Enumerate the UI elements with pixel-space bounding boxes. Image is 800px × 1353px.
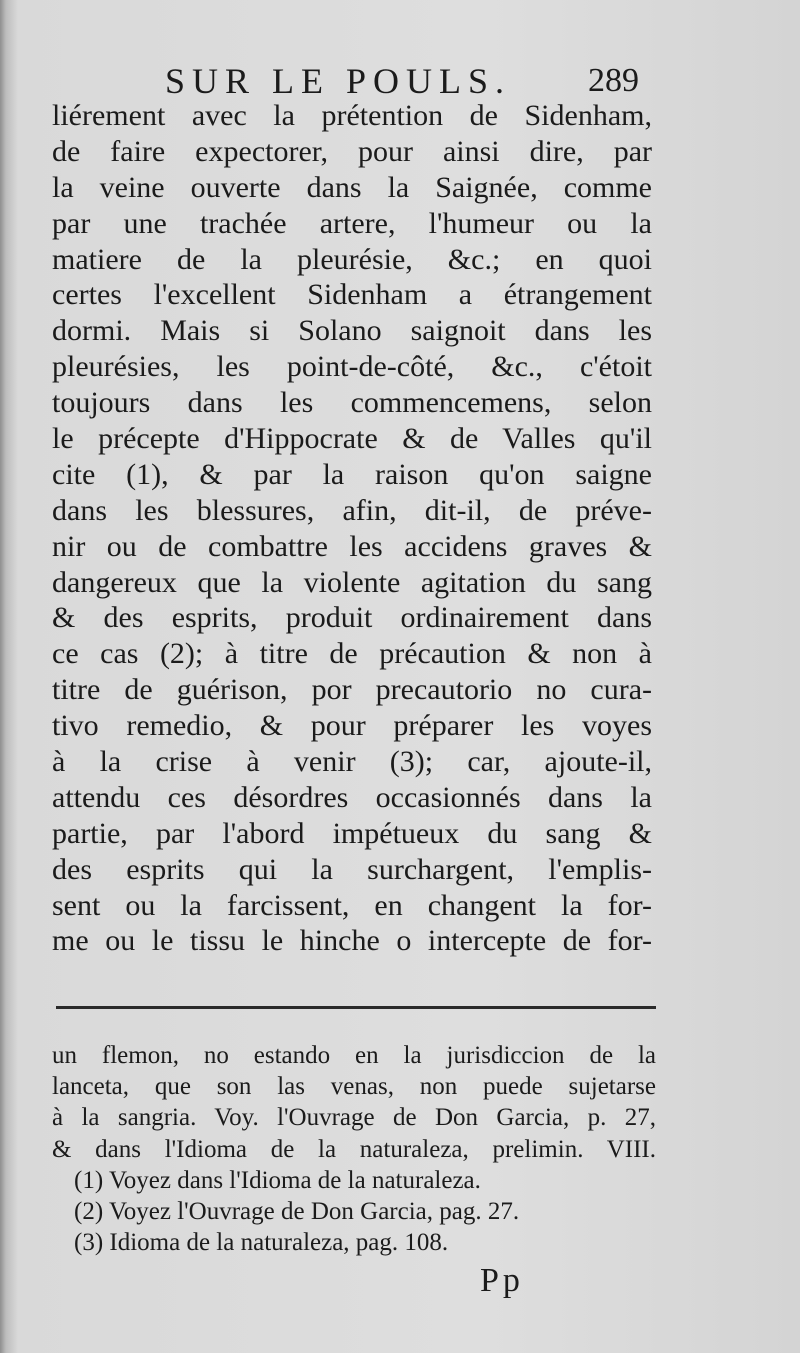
text-line: cite (1), & par la raison qu'on saigne — [52, 457, 652, 491]
text-line: dans les blessures, afin, dit-il, de préve- — [52, 493, 652, 527]
footnote-1: (1) Voyez dans l'Idioma de la naturaleza. — [74, 1166, 481, 1194]
text-line: & des esprits, produit ordinairement dans — [52, 601, 652, 635]
text-line: ce cas (2); à titre de précaution & non à — [52, 637, 652, 671]
text-line: des esprits qui la surchargent, l'emplis- — [52, 852, 652, 886]
footnote-line: à la sangria. Voy. l'Ouvrage de Don Garcia, p. 27, — [52, 1104, 656, 1132]
text-line: sent ou la farcissent, en changent la for- — [52, 888, 652, 922]
text-line: attendu ces désordres occasionnés dans la — [52, 780, 652, 814]
footnote-line: lanceta, que son las venas, non puede sujetarse — [52, 1073, 656, 1101]
text-line: la veine ouverte dans la Saignée, comme — [52, 170, 652, 204]
text-line: dormi. Mais si Solano saignoit dans les — [52, 314, 652, 348]
signature-mark: Pp — [480, 1262, 524, 1299]
footnote-rule — [56, 1006, 656, 1009]
page-header — [0, 52, 800, 102]
text-line: toujours dans les commencemens, selon — [52, 386, 652, 420]
text-line: de faire expectorer, pour ainsi dire, par — [52, 134, 652, 168]
text-line: dangereux que la violente agitation du sang — [52, 565, 652, 599]
text-line: matiere de la pleurésie, &c.; en quoi — [52, 242, 652, 276]
footnote-line: un flemon, no estando en la jurisdiccion de la — [52, 1042, 656, 1069]
text-line: nir ou de combattre les accidens graves & — [52, 529, 652, 563]
text-line: le précepte d'Hippocrate & de Valles qu'il — [52, 422, 652, 456]
text-line: liérement avec la prétention de Sidenham, — [52, 99, 652, 132]
footnote-2: (2) Voyez l'Ouvrage de Don Garcia, pag. 27. — [74, 1197, 520, 1225]
text-line: me ou le tissu le hinche o intercepte de for- — [52, 924, 652, 958]
text-line: tivo remedio, & pour préparer les voyes — [52, 709, 652, 743]
footnote-3: (3) Idioma de la naturaleza, pag. 108. — [74, 1229, 449, 1257]
text-line: partie, par l'abord impétueux du sang & — [52, 816, 652, 850]
footnote-line: & dans l'Idioma de la naturaleza, prelimin. VIII. — [52, 1135, 656, 1163]
text-line: par une trachée artere, l'humeur ou la — [52, 206, 652, 240]
running-title: SUR LE POULS. — [165, 61, 512, 101]
text-line: pleurésies, les point-de-côté, &c., c'étoit — [52, 350, 652, 384]
text-line: à la crise à venir (3); car, ajoute-il, — [52, 745, 652, 779]
text-line: certes l'excellent Sidenham a étrangement — [52, 278, 652, 312]
text-line: titre de guérison, por precautorio no cura- — [52, 673, 652, 707]
footnotes — [52, 1040, 656, 1258]
main-text — [52, 98, 652, 959]
page-number: 289 — [588, 62, 639, 99]
